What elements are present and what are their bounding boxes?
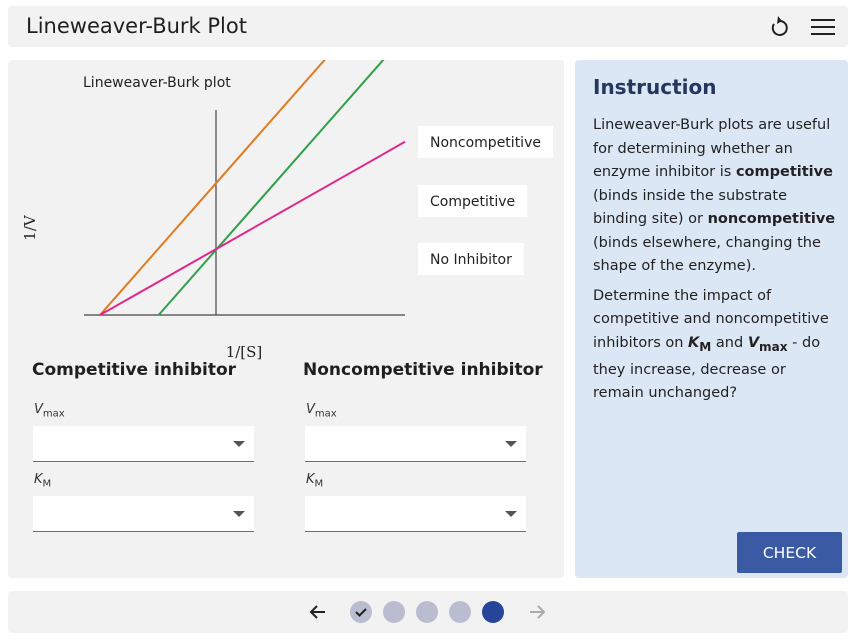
text-run: (binds elsewhere, changing the shape of the enzyme). <box>593 234 821 274</box>
vmax-subscript: max <box>314 408 337 420</box>
pager-bar <box>8 591 848 633</box>
km-symbol: K <box>688 334 700 351</box>
x-axis-label: 1/[S] <box>225 343 263 360</box>
vmax-subscript: max <box>42 408 65 420</box>
chart-title: Lineweaver-Burk plot <box>83 75 231 91</box>
noncompetitive-km-label <box>306 472 323 490</box>
km-symbol: K <box>306 472 315 487</box>
instruction-text <box>593 114 837 412</box>
next-button[interactable] <box>525 600 549 624</box>
noncompetitive-inhibitor-heading: Noncompetitive inhibitor <box>303 360 543 380</box>
vmax-symbol: V <box>34 402 43 417</box>
series-line-no-inhibitor <box>100 142 405 315</box>
legend-label-no-inhibitor <box>418 243 524 275</box>
instruction-paragraph-2 <box>593 285 837 406</box>
header-bar <box>8 6 848 47</box>
text-run: (binds inside the substrate binding site) or <box>593 187 788 227</box>
text-run: - do they increase, decrease or remain unchanged? <box>593 334 821 402</box>
arrow-left-icon <box>306 600 330 624</box>
km-subscript: M <box>699 339 712 354</box>
legend-text: Noncompetitive <box>430 135 541 151</box>
exercise-panel <box>8 60 564 578</box>
pager-dot-2[interactable] <box>383 601 405 623</box>
noncompetitive-km-select[interactable] <box>305 496 526 532</box>
noncompetitive-term: noncompetitive <box>707 211 836 227</box>
km-symbol: K <box>34 472 43 487</box>
legend-label-noncompetitive <box>418 126 553 158</box>
instruction-paragraph-1 <box>593 114 837 279</box>
vmax-subscript: max <box>759 339 788 354</box>
competitive-km-label <box>34 472 51 490</box>
pager-dot-5[interactable] <box>482 601 504 623</box>
check-button[interactable]: CHECK <box>737 532 842 573</box>
chevron-down-icon <box>233 511 245 517</box>
km-subscript: M <box>314 478 324 490</box>
chevron-down-icon <box>505 511 517 517</box>
vmax-symbol: V <box>747 334 760 351</box>
checkmark-icon <box>350 601 372 623</box>
competitive-inhibitor-heading: Competitive inhibitor <box>32 360 237 380</box>
text-run: and <box>711 334 748 351</box>
hamburger-menu-icon <box>806 10 840 44</box>
competitive-vmax-select[interactable] <box>33 426 254 462</box>
legend-text: Competitive <box>430 194 516 210</box>
pager-dot-1[interactable] <box>350 601 372 623</box>
text-run: Determine the impact of competitive and noncompetitive inhibitors on <box>593 287 829 351</box>
chevron-down-icon <box>233 441 245 447</box>
menu-button[interactable] <box>806 10 840 44</box>
pager-dot-3[interactable] <box>416 601 438 623</box>
page-title: Lineweaver-Burk Plot <box>26 14 247 38</box>
y-axis-label: 1/V <box>21 215 39 241</box>
reset-icon <box>762 10 796 44</box>
series-line-competitive <box>159 60 405 315</box>
instruction-panel <box>575 60 848 578</box>
reset-button[interactable] <box>762 10 796 44</box>
competitive-term: competitive <box>735 164 833 180</box>
series-line-noncompetitive <box>100 60 405 315</box>
pager-dot-4[interactable] <box>449 601 471 623</box>
competitive-km-select[interactable] <box>33 496 254 532</box>
instruction-title: Instruction <box>593 75 717 99</box>
noncompetitive-vmax-label <box>306 402 337 420</box>
arrow-right-icon <box>525 600 549 624</box>
legend-label-competitive <box>418 185 527 217</box>
chevron-down-icon <box>505 441 517 447</box>
km-subscript: M <box>42 478 52 490</box>
vmax-symbol: V <box>306 402 315 417</box>
text-run: Lineweaver-Burk plots are useful for determining whether an enzyme inhibitor is <box>593 117 831 180</box>
lineweaver-burk-chart <box>8 60 564 360</box>
previous-button[interactable] <box>306 600 330 624</box>
noncompetitive-vmax-select[interactable] <box>305 426 526 462</box>
competitive-vmax-label <box>34 402 65 420</box>
legend-text: No Inhibitor <box>430 252 512 268</box>
